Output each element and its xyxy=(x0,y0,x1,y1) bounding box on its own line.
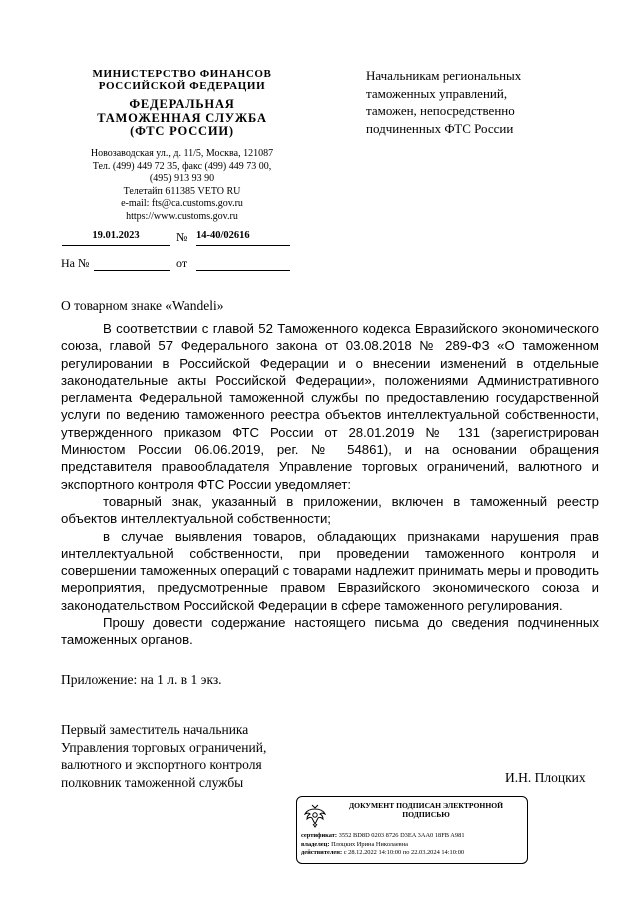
owner-value: Плоцких Ирина Николаевна xyxy=(331,840,408,848)
body-paragraph-4: Прошу довести содержание настоящего письма до сведения подчиненных таможенных органов. xyxy=(61,615,599,648)
stamp-details xyxy=(301,832,525,858)
stamp-title-line-1: ДОКУМЕНТ ПОДПИСАН ЭЛЕКТРОННОЙ xyxy=(348,801,504,810)
website-line: https://www.customs.gov.ru xyxy=(126,210,238,222)
reference-from-label: от xyxy=(176,256,188,270)
addressee-line-1: Начальникам региональных xyxy=(366,68,522,83)
stamp-validity-row xyxy=(301,849,525,858)
signer-line-2: Управления торговых ограничений, xyxy=(61,739,267,755)
service-name xyxy=(60,98,304,139)
signer-line-3: валютного и экспортного контроля xyxy=(61,757,262,772)
reference-number-blank xyxy=(94,270,170,271)
service-line-3: (ФТС РОССИИ) xyxy=(130,124,234,138)
document-date: 19.01.2023 xyxy=(92,230,140,241)
signer-name: И.Н. Плоцких xyxy=(505,770,586,785)
date-underline xyxy=(62,245,170,246)
teletype-line: Телетайп 611385 VETO RU xyxy=(123,185,241,197)
letter-subject: О товарном знаке «Wandeli» xyxy=(61,298,224,313)
validity-label: действителен: xyxy=(301,849,343,857)
stamp-title-line-2: ПОДПИСЬЮ xyxy=(402,810,450,819)
signer-block xyxy=(61,721,361,791)
address-line-3: (495) 913 93 90 xyxy=(149,173,215,185)
address-line-2: Тел. (499) 449 72 35, факс (499) 449 73 00, xyxy=(92,160,272,172)
ministry-line-2: РОССИЙСКОЙ ФЕДЕРАЦИИ xyxy=(98,80,266,92)
reference-date-blank xyxy=(196,270,290,271)
owner-label: владелец: xyxy=(301,840,330,848)
number-sign: № xyxy=(176,230,188,244)
validity-value: с 28.12.2022 14:10:00 по 22.03.2024 14:10:00 xyxy=(343,849,465,857)
signer-line-1: Первый заместитель начальника xyxy=(61,722,249,737)
service-line-2: ТАМОЖЕННАЯ СЛУЖБА xyxy=(97,110,267,125)
service-line-1: ФЕДЕРАЛЬНАЯ xyxy=(129,97,235,111)
letter-body xyxy=(61,320,599,649)
signer-line-4: полковник таможенной службы xyxy=(61,774,244,790)
addressee-block xyxy=(366,67,606,137)
certificate-label: сертификат: xyxy=(301,832,338,839)
stamp-certificate-row xyxy=(301,832,525,841)
certificate-value: 3552 BD8D 0203 8726 D3EA 3AA0 18FB A981 xyxy=(338,832,465,839)
number-underline xyxy=(196,245,290,246)
body-paragraph-3: в случае выявления товаров, обладающих признаками нарушения прав интеллектуальной собственности, при проведении таможенного контроля и совершении таможенных операций с товарами надлежит принимать меры и проводить мероприятия, предусмотренные правом Евразийского экономического союза и законодательством Российской Федерации в сфере таможенного регулирования. xyxy=(61,528,599,613)
addressee-line-2: таможенных управлений, xyxy=(366,85,508,101)
ministry-name xyxy=(60,68,304,92)
contact-block xyxy=(60,148,304,224)
double-headed-eagle-emblem-icon xyxy=(302,802,328,828)
attachment-note: Приложение: на 1 л. в 1 экз. xyxy=(61,672,222,687)
email-line: e-mail: fts@ca.customs.gov.ru xyxy=(121,198,243,210)
ministry-line-1: МИНИСТЕРСТВО ФИНАНСОВ xyxy=(92,68,272,80)
addressee-line-3: таможен, непосредственно xyxy=(366,103,515,118)
address-line-1: Новозаводская ул., д. 11/5, Москва, 121087 xyxy=(90,148,274,159)
addressee-line-4: подчиненных ФТС России xyxy=(366,120,514,136)
esignature-stamp xyxy=(296,796,528,864)
body-paragraph-1: В соответствии с главой 52 Таможенного кодекса Евразийского экономического союза, главой 57 Федерального закона от 03.08.2018 № 289-ФЗ «О таможенном регулировании в Российской Федерации и о внесении изменений в отдельные законодательные акты Российской Федерации», положениями Административного регламента Федеральной таможенной службы по предоставлению государственной услуги по ведению таможенного реестра объектов интеллектуальной собственности, утвержденного приказом ФТС России от 28.01.2019 № 131 (зарегистрирован Минюстом России 06.06.2019, рег. № 54861), и на основании обращения представителя правообладателя Управление торговых ограничений, валютного и экспортного контроля ФТС России уведомляет: xyxy=(61,321,599,492)
stamp-owner-row xyxy=(301,841,525,850)
reference-label: На № xyxy=(61,256,90,270)
stamp-title xyxy=(331,801,521,819)
body-paragraph-2: товарный знак, указанный в приложении, включен в таможенный реестр объектов интеллектуальной собственности; xyxy=(61,493,599,527)
document-number: 14-40/02616 xyxy=(196,230,250,241)
